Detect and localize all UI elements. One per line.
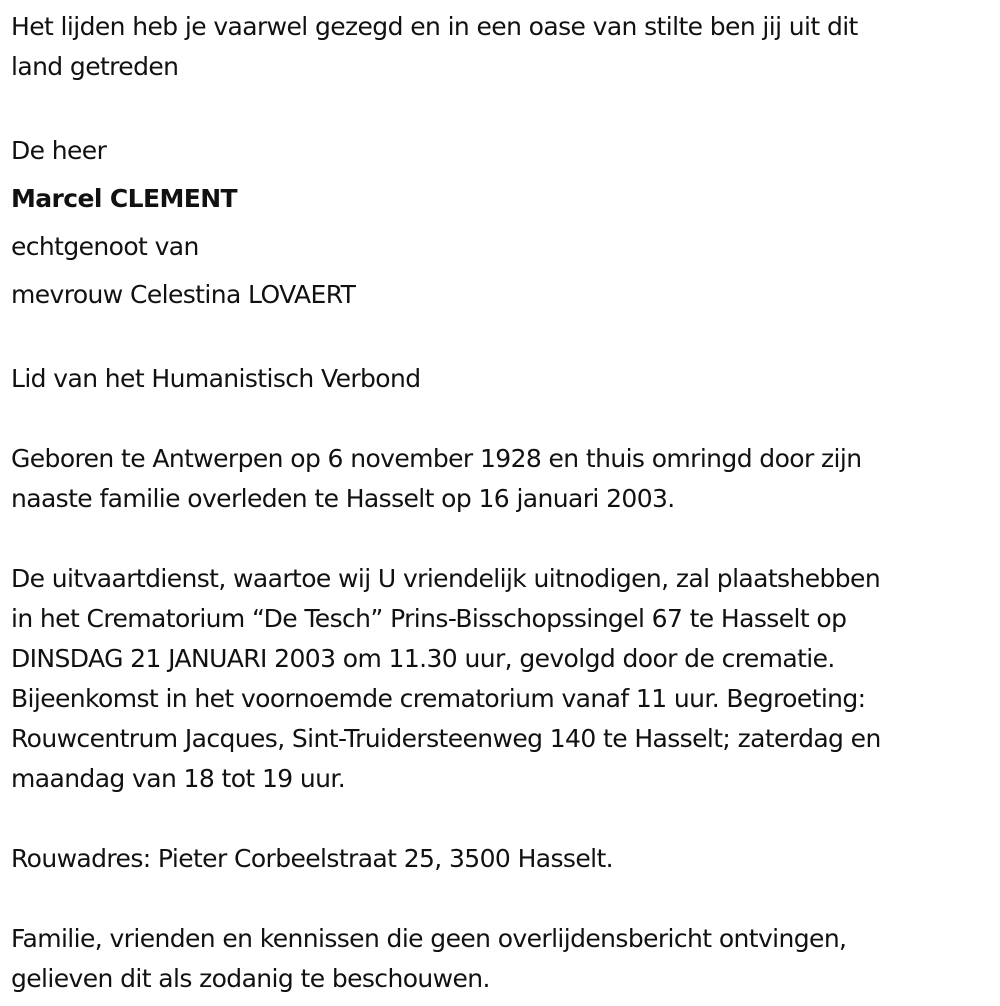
text-line: DINSDAG 21 JANUARI 2003 om 11.30 uur, gevolgd door de crematie. — [11, 644, 835, 673]
paragraph-spacer — [11, 519, 996, 559]
deceased-name: Marcel CLEMENT — [11, 184, 238, 213]
birth-death-paragraph — [11, 439, 996, 519]
relation-text: echtgenoot van — [11, 232, 199, 261]
ceremony-paragraph — [11, 559, 996, 799]
text-line: Bijeenkomst in het voornoemde crematorium vanaf 11 uur. Begroeting: — [11, 684, 866, 713]
opening-paragraph — [11, 7, 996, 87]
text-line: in het Crematorium “De Tesch” Prins-Bisschopssingel 67 te Hasselt op — [11, 604, 847, 633]
closing-paragraph — [11, 919, 996, 999]
text-line: Het lijden heb je vaarwel gezegd en in een oase van stilte ben jij uit dit — [11, 12, 858, 41]
paragraph-spacer — [11, 879, 996, 919]
paragraph-spacer — [11, 87, 996, 127]
mourning-address: Rouwadres: Pieter Corbeelstraat 25, 3500 Hasselt. — [11, 844, 614, 873]
text-line: Geboren te Antwerpen op 6 november 1928 en thuis omringd door zijn — [11, 444, 862, 473]
paragraph-spacer — [11, 399, 996, 439]
paragraph-spacer — [11, 799, 996, 839]
text-line: Rouwcentrum Jacques, Sint-Truidersteenweg 140 te Hasselt; zaterdag en — [11, 724, 881, 753]
text-line: De uitvaartdienst, waartoe wij U vriendelijk uitnodigen, zal plaatshebben — [11, 564, 881, 593]
text-line: Familie, vrienden en kennissen die geen overlijdensbericht ontvingen, — [11, 924, 847, 953]
membership-text: Lid van het Humanistisch Verbond — [11, 364, 421, 393]
spouse-name: mevrouw Celestina LOVAERT — [11, 280, 356, 309]
paragraph-spacer — [11, 319, 996, 359]
obituary-notice — [11, 7, 996, 999]
text-line: gelieven dit als zodanig te beschouwen. — [11, 964, 490, 993]
honorific-title: De heer — [11, 136, 107, 165]
text-line: naaste familie overleden te Hasselt op 16 januari 2003. — [11, 484, 675, 513]
text-line: land getreden — [11, 52, 179, 81]
text-line: maandag van 18 tot 19 uur. — [11, 764, 346, 793]
